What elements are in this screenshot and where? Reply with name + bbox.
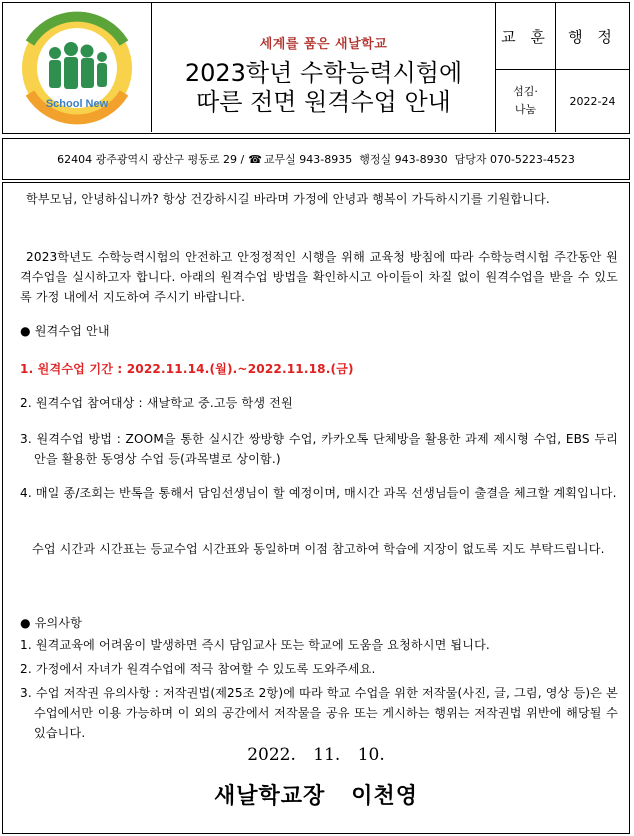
phone-icon: ☎ — [248, 152, 262, 166]
note-item-copyright: 3. 수업 저작권 유의사항 : 저작권법(제25조 2항)에 따라 학교 수업을 위한 저작물(사진, 글, 그림, 영상 등)은 본 수업에서만 이용 가능하며 이 외의 공간에서 저작물을 공유 또는 게시하는 행위는 저작권법 위반에 해당될 수 있습니다. — [20, 686, 618, 740]
signature — [3, 779, 629, 810]
title-line-2: 따른 전면 원격수업 안내 — [196, 88, 451, 116]
page-title — [152, 59, 495, 117]
admin-label: 행 정 — [556, 3, 629, 70]
title-line-1: 2023학년 수학능력시험에 — [184, 59, 463, 87]
motto-label: 교 훈 — [496, 3, 556, 70]
intro-paragraph: 2023학년도 수학능력시험의 안전하고 안정정적인 시행을 위해 교육청 방침에 따라 수학능력시험 주간동안 원격수업을 실시하고자 합니다. 아래의 원격수업 방법을 확인하시고 아이들이 차질 없이 원격수업을 받을 수 있도록 가정 내에서 지도하여 주시기 바랍니다. — [20, 250, 618, 304]
list-item-period: 1. 원격수업 기간 : 2022.11.14.(월).~2022.11.18.(금) — [20, 362, 354, 376]
school-slogan: 세계를 품은 새날학교 — [259, 37, 388, 52]
schedule-note-paragraph: 수업 시간과 시간표는 등교수업 시간표와 동일하며 이점 참고하여 학습에 지장이 없도록 지도 부탁드립니다. — [32, 542, 605, 556]
notice-body — [2, 182, 630, 834]
signature-name: 이천영 — [351, 784, 419, 809]
logo-text: School New — [45, 98, 109, 110]
motto-value — [496, 70, 556, 132]
list-item-attendance: 4. 매일 종/조회는 반톡을 통해서 담임선생님이 할 예정이며, 매시간 과목 선생님들이 출결을 체크할 계획입니다. — [20, 486, 617, 500]
list-item-target: 2. 원격수업 참여대상 : 새날학교 중.고등 학생 전원 — [20, 396, 293, 410]
office-phone: 교무실 943-8935 — [263, 153, 353, 166]
motto-value-line-2: 나눔 — [514, 103, 537, 116]
motto-value-line-1: 섬김· — [513, 85, 538, 98]
list-item-method: 3. 원격수업 방법 : ZOOM을 통한 실시간 쌍방향 수업, 카카오톡 단체방을 활용한 과제 제시형 수업, EBS 두리안을 활용한 동영상 수업 등(과목별로 상이함.) — [20, 432, 618, 466]
section-heading-remote-class: ● 원격수업 안내 — [20, 324, 110, 338]
section-heading-notes: ● 유의사항 — [20, 616, 83, 630]
document-number: 2022-24 — [569, 94, 616, 108]
title-block — [151, 3, 496, 132]
issue-date: 2022. 11. 10. — [247, 745, 385, 765]
school-address: 62404 광주광역시 광산구 평동로 29 / — [57, 153, 245, 166]
note-item-participation: 2. 가정에서 자녀가 원격수업에 적극 참여할 수 있도록 도와주세요. — [20, 662, 376, 676]
info-table — [496, 3, 629, 132]
contact-bar — [2, 138, 630, 180]
header — [2, 2, 630, 134]
note-item-support: 1. 원격교육에 어려움이 발생하면 즉시 담임교사 또는 학교에 도움을 요청하시면 됩니다. — [20, 638, 490, 652]
admin-phone: 행정실 943-8930 — [359, 153, 448, 166]
contact-person-phone: 담당자 070-5223-4523 — [454, 153, 575, 166]
school-logo — [3, 3, 151, 132]
signature-org: 새날학교장 — [213, 784, 326, 809]
greeting-paragraph: 학부모님, 안녕하십니까? 항상 건강하시길 바라며 가정에 안녕과 행복이 가득하시기를 기원합니다. — [26, 192, 550, 206]
